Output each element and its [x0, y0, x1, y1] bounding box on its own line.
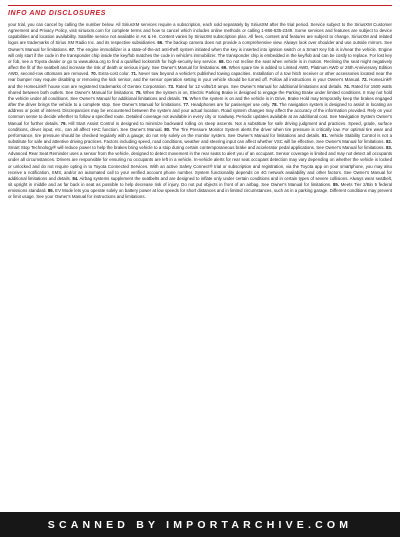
disclosure-number: 69.: [221, 65, 228, 71]
disclosure-text: The Tire Pressure Monitor System alerts the driver when tire pressure is critically low. For optimal tire wear and performance, tire pressure should be checked regularly with a gauge; do not rely solely on the monitor system. See Owner's Manual for limitations and details.: [8, 126, 392, 138]
disclosure-text: Vehicle Stability Control is not a substitute for safe and attentive driving practices. Factors including speed, road conditions, weather and steering input can affect whether VSC will be effective. See Owner's Manual for limitations.: [8, 132, 392, 144]
disclosure-number: 71.: [131, 71, 138, 77]
disclosure-text: When the system is on, Electric Parking Brake is designed to engage the Parking Brake under limited conditions. It may not hold the vehicle under all conditions. See Owner's Manual for additional limitations and details.: [8, 89, 392, 101]
disclosure-item: [183, 102, 270, 107]
disclosure-number: 70.: [90, 71, 97, 77]
disclosure-text: Never tow beyond a vehicle's published towing capacities. Installation of a tow hitch receiver or other accessories located near the rear bumper may require disabling or removing the kick sensor, and the sensor operation setting in your vehicle should be turned off. Follow all instructions in your Owner's Manual.: [8, 71, 392, 83]
disclosure-text: Meets Tier 2/Bin 5 federal emissions standard.: [8, 182, 392, 194]
disclosure-number: 85.: [332, 182, 340, 188]
disclosure-text: Rated for 1500 watts shared between both outlets. See Owner's Manual for limitations.: [8, 83, 392, 95]
page-title: INFO AND DISCLOSURES: [8, 10, 107, 17]
disclosure-number: 79.: [60, 120, 67, 126]
disclosure-number: 67.: [69, 46, 76, 52]
disclosure-number: 77.: [183, 102, 190, 108]
disclosure-text: your trial, you can cancel by calling the number below. All SiriusXM services require a subscription, each sold separately by SiriusXM after the trial period. Service subject to the SiriusXM Customer Agreement and Privacy Policy, visit siriusxm.com for complete terms and how to cancel which includes online methods or calling 1-866-635-2349. Some services and features are subject to device capabilities and location availability. Satellite service not available in AK & HI. Content varies by SiriusXM subscription plan. All fees, content and features are subject to change. SiriusXM and related logos are trademarks of Sirius XM Radio Inc. and its respective subsidiaries.: [8, 22, 392, 46]
disclosure-text: Extra-cost color.: [98, 71, 130, 77]
disclosure-text-block: [8, 22, 392, 201]
disclosure-text: EV Mode lets you operate solely on battery power at low speeds for short distances and in limited circumstances, such as in a parking garage. Different conditions may prevent or limit usage. See your Owner's Manual for instructions and limitations.: [8, 188, 393, 200]
disclosure-text: When spare tire is added to Limited AWD, Platinum AWD or 25th Anniversary Edition AWD, second-row ottomans are removed.: [8, 65, 392, 77]
disclosure-number: 72.: [361, 77, 368, 83]
disclosure-text: Headphones are for passenger use only.: [190, 102, 271, 108]
disclosure-number: 81.: [321, 132, 328, 138]
disclosure-number: 68.: [218, 58, 225, 64]
disclosure-number: 80.: [164, 126, 171, 132]
disclosure-text: The engine immobilizer is a state-of-the-art anti-theft system initiated when the key is inserted into ignition switch or a Smart Key fob is in/near the vehicle. Engine will only start if the code in the transponder chip inside the key/fob matches the code in vehicle's immobilizer. The transponder chip is embedded in the key/fob and can be costly to replace. For lost key or fob, see a Toyota dealer or go to www.aksa.org to find a qualified locksmith for high-security key service.: [8, 46, 392, 64]
disclosure-number: 74.: [343, 83, 350, 89]
disclosure-text: The backup camera does not provide a comprehensive view. Always look over shoulder and use outside mirrors. See Owner's Manual for limitations.: [8, 40, 392, 52]
disclosure-text: Airbag systems supplement the seatbelts and are designed to inflate only under certain conditions and in certain types of severe collisions. Always wear seatbelt, sit upright in middle and as far back in seat as possible to help decrease risk of injury. Do not put objects in front of an airbag. See Owner's Manual for limitations.: [8, 175, 392, 188]
disclosure-text: Smart Stop Technology® will reduce power to help the brakes bring vehicle to a stop during certain contemporaneous brake and accelerator pedal applications. See Owner's Manual for limitations.: [8, 145, 385, 151]
disclosure-text: When the system is on and the vehicle is in Drive, Brake Hold may temporarily keep the brakes engaged after the driver brings the vehicle to a complete stop. See Owner's Manual for limitations.: [8, 95, 392, 108]
disclosure-text: HomeLink® and the HomeLink® house icon are registered trademarks of Gentex Corporation.: [8, 77, 392, 89]
header-rule: [8, 5, 392, 6]
disclosure-text: Do not recline the seat when vehicle is in motion. Reclining the seat might negatively affect the fit of the seatbelt and increase the risk of death or serious injury. See Owner's Manual for limitations.: [8, 58, 392, 71]
disclosure-number: 76.: [182, 95, 189, 101]
disclosure-number: 82.: [385, 138, 392, 144]
disclosure-number: 73.: [168, 83, 175, 89]
disclosure-text: The navigation system is designed to assist in locating an address or point of interest. Discrepancies may be encountered between the system and your actual location. Road system changes may affect the accuracy of the information provided. Rely on your common sense to decide whether to follow a specified route. Detailed coverage not available in every city or roadway. Periodic updates available at an additional cost. See Navigation System Owner's Manual for further details.: [8, 102, 392, 126]
disclosure-number: 66.: [157, 40, 164, 46]
disclosure-text: Advanced Rear Seat Reminder uses a sensor from the vehicle, designed to detect movement in the rear seats to alert you of an occupant. Sensor coverage is limited and may not detect all occupants under all circumstances. Drivers are responsible for ensuring no occupants are left in a vehicle. In-vehicle alerts for rear seat occupant detection may vary depending on whether the vehicle is locked or unlocked and do not require opting in to Toyota Connected Services. With an active Safety Connect® trial or subscription and registration, via the Toyota app on your smartphone, you may also receive a notification, SMS, and/or an automated call to your verified account phone number. System functionality depends on 4G network availability and other factors. See Owner's Manual for additional limitations and details.: [8, 151, 392, 181]
disclosure-number: 86.: [47, 188, 54, 194]
disclosure-item: [168, 84, 342, 89]
disclosure-item: [8, 188, 392, 199]
disclosure-number: 78.: [271, 102, 278, 108]
scan-watermark-text: SCANNED BY IMPORTARCHIVE.COM: [47, 518, 353, 531]
disclosure-number: 84.: [72, 175, 79, 181]
disclosure-number: 75.: [135, 89, 142, 95]
disclosure-text: Hill Start Assist Control is designed to minimize backward rolling on steep ascents. Not a substitute for safe driving judgment and practices. Speed, grade, surface conditions, driver input, etc., can all affect HAC function. See Owner's Manual.: [8, 120, 392, 132]
disclosure-text: Rated for 12 volts/10 amps. See Owner's Manual for additional limitations and details.: [175, 83, 343, 89]
disclosure-number: 83.: [385, 145, 392, 151]
disclosure-item: [91, 71, 130, 76]
scan-watermark-bar: [0, 512, 400, 537]
